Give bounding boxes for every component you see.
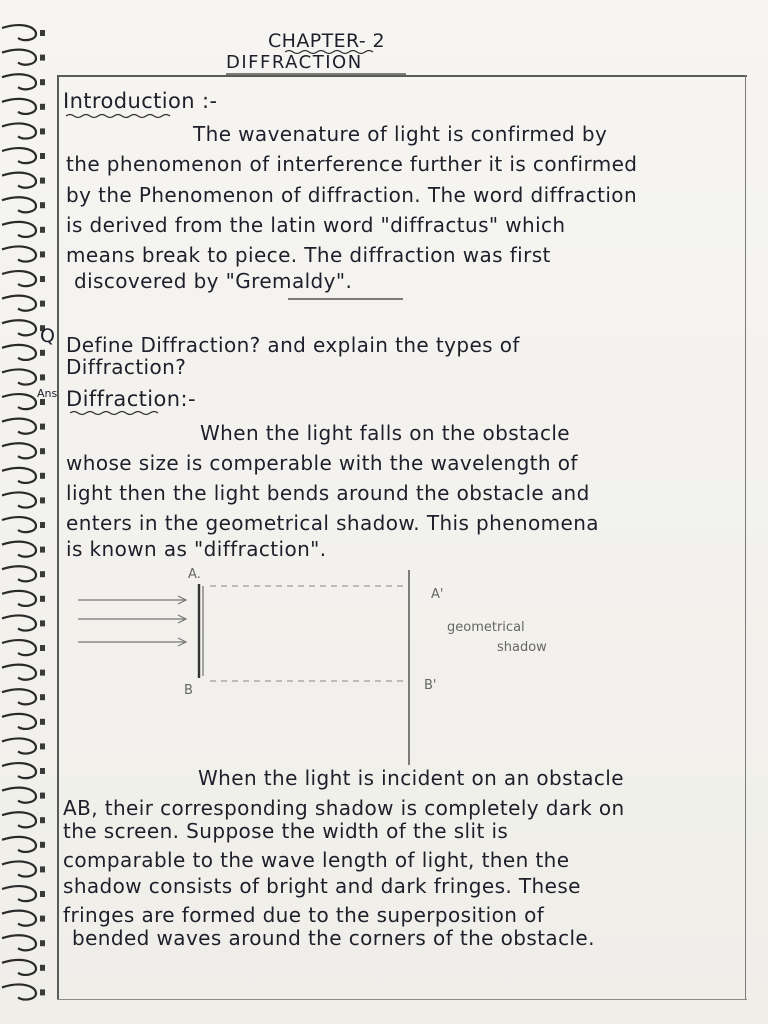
spiral-coil — [2, 960, 36, 975]
question-marker: Q — [40, 325, 55, 347]
binding-hole — [40, 866, 45, 872]
binding-hole — [40, 522, 45, 528]
spiral-coil — [2, 419, 36, 434]
binding-hole — [40, 842, 45, 848]
diffraction-diagram — [60, 560, 750, 775]
intro-heading-underline — [66, 113, 176, 119]
spiral-coil — [2, 493, 36, 508]
answer-line: enters in the geometrical shadow. This phenomena — [66, 511, 599, 535]
spiral-coil — [2, 148, 36, 163]
binding-hole — [40, 989, 45, 995]
intro-heading: Introduction :- — [63, 89, 218, 113]
binding-hole — [40, 743, 45, 749]
answer-marker: Ans — [37, 387, 58, 400]
spiral-coil — [2, 935, 36, 950]
answer-line: is known as "diffraction". — [66, 537, 327, 561]
explanation-line: AB, their corresponding shadow is completely dark on — [63, 796, 625, 820]
spiral-coil — [2, 665, 36, 680]
binding-hole — [40, 374, 45, 380]
intro-line: discovered by "Gremaldy". — [74, 269, 353, 293]
explanation-line: the screen. Suppose the width of the slit is — [63, 819, 509, 843]
binding-hole — [40, 104, 45, 110]
binding-hole — [40, 547, 45, 553]
spiral-coil — [2, 566, 36, 581]
spiral-coil — [2, 173, 36, 188]
binding-hole — [40, 276, 45, 282]
binding-hole — [40, 694, 45, 700]
spiral-coil — [2, 542, 36, 557]
spiral-coil — [2, 640, 36, 655]
binding-hole — [40, 571, 45, 577]
question-line: Define Diffraction? and explain the types of — [66, 333, 520, 357]
intro-line: is derived from the latin word "diffractus" which — [66, 213, 566, 237]
spiral-coil — [2, 985, 36, 1000]
binding-hole — [40, 916, 45, 922]
answer-line: light then the light bends around the obstacle and — [66, 481, 590, 505]
explanation-line: fringes are formed due to the superposition of — [63, 903, 545, 927]
spiral-coil — [2, 247, 36, 262]
intro-line: The wavenature of light is confirmed by — [193, 122, 608, 146]
spiral-coil — [2, 320, 36, 335]
spiral-coil — [2, 271, 36, 286]
binding-hole — [40, 891, 45, 897]
spiral-coil — [2, 788, 36, 803]
spiral-coil — [2, 837, 36, 852]
chapter-title: CHAPTER- 2 — [268, 30, 386, 52]
label-b-prime: B' — [424, 678, 437, 693]
page-margin-line — [57, 75, 59, 1000]
spiral-coil — [2, 222, 36, 237]
page-right-border — [745, 75, 746, 1000]
binding-hole — [40, 227, 45, 233]
label-a-prime: A' — [431, 587, 444, 602]
spiral-binding — [0, 22, 46, 1012]
page-bottom-border — [57, 999, 747, 1000]
spiral-coil — [2, 296, 36, 311]
spiral-coil — [2, 714, 36, 729]
spiral-coil — [2, 591, 36, 606]
intro-line: means break to piece. The diffraction was first — [66, 243, 551, 267]
shadow-label: geometrical — [447, 620, 525, 635]
answer-line: When the light falls on the obstacle — [200, 421, 570, 445]
spiral-coil — [2, 443, 36, 458]
binding-hole — [40, 128, 45, 134]
spiral-coil — [2, 517, 36, 532]
explanation-line: shadow consists of bright and dark fringes. These — [63, 874, 581, 898]
spiral-coil — [2, 468, 36, 483]
spiral-coil — [2, 370, 36, 385]
spiral-coil — [2, 394, 36, 409]
answer-heading: Diffraction:- — [66, 387, 196, 411]
explanation-line: bended waves around the corners of the obstacle. — [72, 926, 595, 950]
spiral-coil — [2, 763, 36, 778]
binding-hole — [40, 448, 45, 454]
label-a: A. — [188, 567, 201, 582]
diagram-drawing — [60, 560, 750, 775]
chapter-subtitle: DIFFRACTION — [226, 52, 363, 73]
spiral-coil — [2, 812, 36, 827]
name-underline — [288, 296, 403, 302]
question-line: Diffraction? — [66, 355, 187, 379]
spiral-coil — [2, 689, 36, 704]
subtitle-underline — [226, 71, 406, 77]
binding-hole — [40, 940, 45, 946]
explanation-line: When the light is incident on an obstacle — [198, 766, 624, 790]
binding-hole — [40, 178, 45, 184]
binding-hole — [40, 793, 45, 799]
label-b: B — [184, 683, 193, 698]
binding-hole — [40, 55, 45, 61]
intro-line: the phenomenon of interference further it is confirmed — [66, 152, 638, 176]
spiral-coil — [2, 739, 36, 754]
binding-hole — [40, 817, 45, 823]
answer-line: whose size is comperable with the wavelength of — [66, 451, 578, 475]
binding-hole — [40, 645, 45, 651]
explanation-line: comparable to the wave length of light, then the — [63, 848, 570, 872]
binding-hole — [40, 473, 45, 479]
binding-hole — [40, 350, 45, 356]
binding-hole — [40, 153, 45, 159]
binding-hole — [40, 424, 45, 430]
spiral-coil — [2, 74, 36, 89]
spiral-coil — [2, 886, 36, 901]
binding-hole — [40, 768, 45, 774]
binding-hole — [40, 301, 45, 307]
binding-hole — [40, 251, 45, 257]
binding-hole — [40, 620, 45, 626]
spiral-coil — [2, 99, 36, 114]
binding-hole — [40, 30, 45, 36]
binding-hole — [40, 670, 45, 676]
intro-line: by the Phenomenon of diffraction. The word diffraction — [66, 183, 638, 207]
spiral-coil — [2, 25, 36, 40]
spiral-coil — [2, 911, 36, 926]
binding-hole — [40, 965, 45, 971]
spiral-coil — [2, 50, 36, 65]
shadow-label: shadow — [497, 640, 547, 655]
binding-hole — [40, 719, 45, 725]
spiral-coil — [2, 345, 36, 360]
binding-hole — [40, 79, 45, 85]
spiral-coil — [2, 197, 36, 212]
binding-hole — [40, 596, 45, 602]
spiral-coil — [2, 124, 36, 139]
spiral-coil — [2, 862, 36, 877]
spiral-coil — [2, 616, 36, 631]
binding-hole — [40, 202, 45, 208]
answer-heading-underline — [70, 410, 165, 416]
binding-hole — [40, 497, 45, 503]
